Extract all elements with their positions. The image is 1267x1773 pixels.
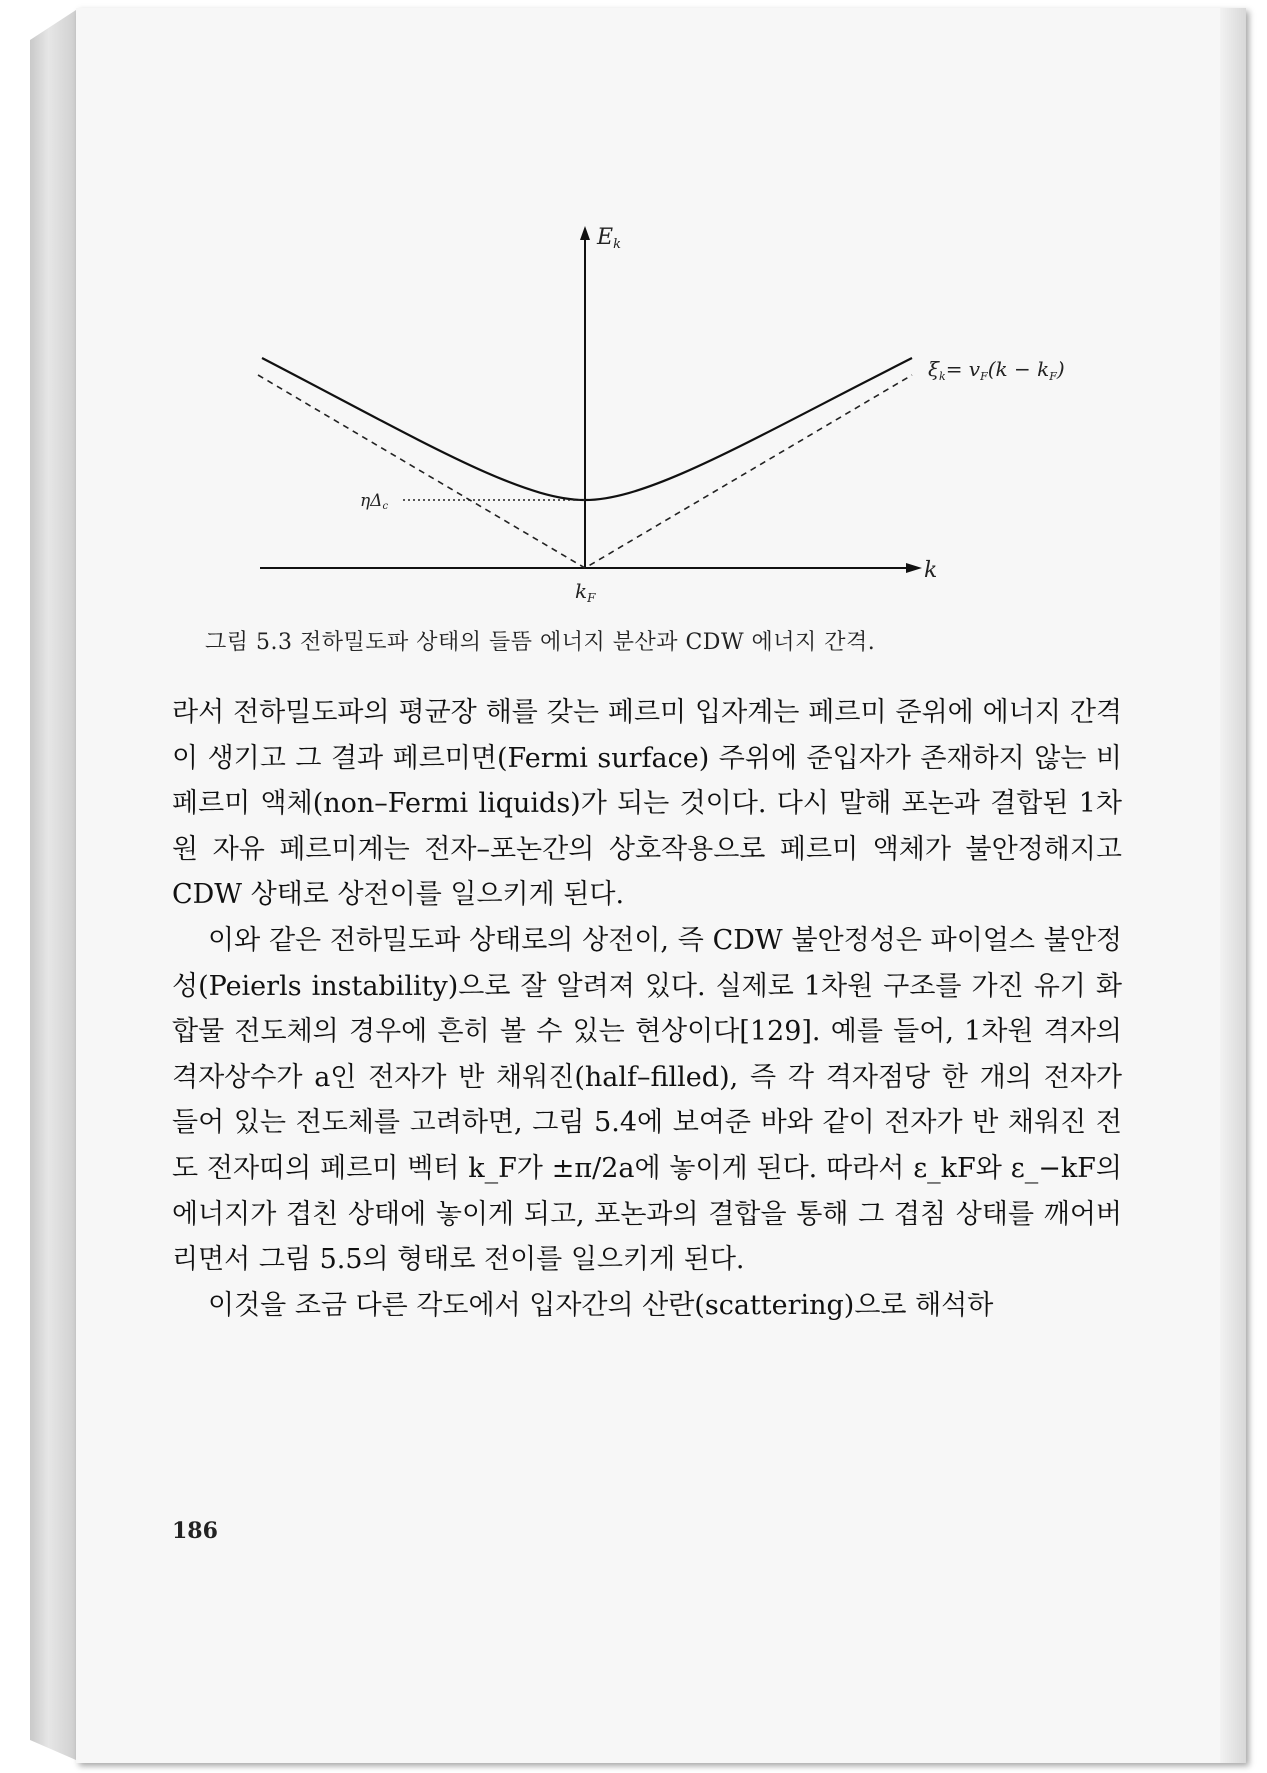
x-axis-arrow [906, 563, 922, 573]
figure-cdw-dispersion [0, 0, 1267, 640]
dispersion-label: $\xi_k= v_F(k - k_F)$ [928, 357, 1065, 383]
y-axis-label: Ek [597, 225, 621, 252]
x-axis-label: k [924, 558, 938, 583]
gap-label: ηΔc [360, 491, 389, 512]
y-axis-arrow [580, 226, 590, 240]
page-number: 186 [172, 1518, 218, 1544]
kf-tick-label: $k_F$ [575, 579, 596, 605]
paragraph-1: 라서 전하밀도파의 평균장 해를 갖는 페르미 입자계는 페르미 준위에 에너지 간격이 생기고 그 결과 페르미면(Fermi surface) 주위에 준입자가 존재하지 않는 비페르미 액체(non–Fermi liquids)가 되는 것이다. 다시 말해 포논과 결합된 1차원 자유 페르미계는 전자–포논간의 상호작용으로 페르미 액체가 불안정해지고 CDW 상태로 상전이를 일으키게 된다. [172, 697, 1122, 911]
body-text [172, 690, 1122, 1328]
gapped-dispersion-curve [262, 358, 912, 500]
figure-caption: 그림 5.3 전하밀도파 상태의 들뜸 에너지 분산과 CDW 에너지 간격. [205, 630, 876, 655]
paragraph-2: 이와 같은 전하밀도파 상태로의 상전이, 즉 CDW 불안정성은 파이얼스 불안정성(Peierls instability)으로 잘 알려져 있다. 실제로 1차원 구조를 가진 유기 화합물 전도체의 경우에 흔히 볼 수 있는 현상이다[129]. 예를 들어, 1차원 격자의 격자상수가 a인 전자가 반 채워진(half–filled), 즉 각 격자점당 한 개의 전자가 들어 있는 전도체를 고려하면, 그림 5.4에 보여준 바와 같이 전자가 반 채워진 전도 전자띠의 페르미 벡터 k_F가 ±π/2a에 놓이게 된다. 따라서 ε_kF와 ε_−kF의 에너지가 겹친 상태에 놓이게 되고, 포논과의 결합을 통해 그 겹침 상태를 깨어버리면서 그림 5.5의 형태로 전이를 일으키게 된다. [172, 924, 1122, 1276]
paragraph-3: 이것을 조금 다른 각도에서 입자간의 산란(scattering)으로 해석하 [208, 1289, 994, 1321]
